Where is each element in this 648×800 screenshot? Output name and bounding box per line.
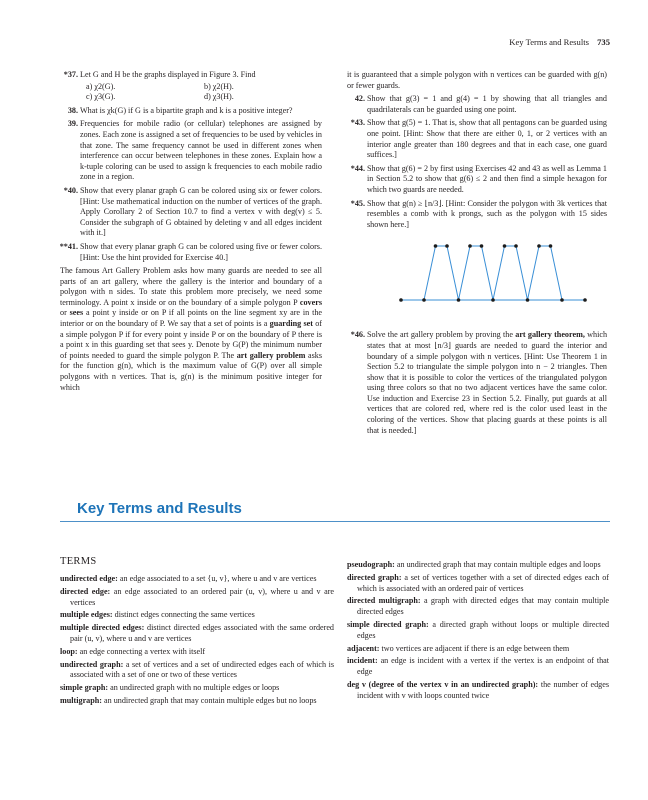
term-name: simple graph: [60,683,109,693]
exercise-parts [86,82,322,103]
term-definition: a directed graph without loops or multiple directed edges [357,619,610,640]
polygon-vertex [514,245,518,249]
exercise-text: Show that g(n) ≥ ⌊n/3⌋. [Hint: Consider the polygon with 3k vertices that resembles a comb with k prongs, such as the polygon with 15 sides shown here.] [367,198,607,229]
exercise-text: Frequencies for mobile radio (or cellular) telephones are assigned by zones. Each zone is assigned a set of frequencies to be used by vehicles in that zone. The same frequency cannot be used in different zones when interference can occur between telephones in these zones. Explain how a k-tuple coloring can be used to assign k frequencies to each mobile radio zone in a region. [80,119,322,182]
exercise-part-b: b) χ2(H). [204,81,234,91]
terms-left-column [60,574,334,709]
term-definition: an edge connecting a vertex with itself [79,646,206,656]
term-entry [60,647,334,658]
right-column [347,70,607,439]
exercise-41 [60,242,322,263]
term-entry [60,574,334,585]
term-name: undirected edge: [60,574,118,583]
exercise-text: Show that every planar graph G can be colored using five or fewer colors. [Hint: Use the hint provided for Exercise 40.] [80,241,322,262]
term-covers: covers [299,297,322,307]
exercise-44 [347,164,607,196]
paragraph-text: The famous Art Gallery Problem asks how many guards are needed to see all parts of an art gallery, where the gallery is the interior and boundary of a polygon with n sides. To state this problem more precisely, we need some terminology. A point x inside or on the boundary of a simple polygon P [60,266,322,307]
polygon-vertex [549,245,553,249]
term-entry [347,596,609,618]
polygon-vertex [560,299,564,303]
exercise-39 [60,119,322,183]
term-name: directed edge: [60,586,111,596]
term-definition: distinct directed edges associated with the same ordered pair (u, v), where u and v are vertices [70,623,334,643]
term-entry [347,560,609,571]
polygon-vertex [457,299,461,303]
paragraph-text: or [60,308,67,318]
exercise-text: which states that at most ⌊n/3⌋ guards are needed to guard the interior and boundary of a simple polygon with n vertices. [Hint: Use Theorem 1 in Section 5.2 to triangulate the simple polygon into n − 2 triangles. Then show that it is possible to color the vertices of the triangulated polygon using three colors so that no two adjacent vertices have the same color. Use induction and Exercise 23 in Section 5.2. Finally, put guards at all vertices that are colored red, where red is the color used least in the coloring of the vertices. Show that placing guards at these points is all that is needed.] [367,330,608,435]
term-name: multiple edges: [60,610,113,620]
exercise-text: Solve the art gallery problem by proving the [367,330,513,340]
term-entry [347,644,609,655]
term-definition: an edge associated to an ordered pair (u, v), where u and v are vertices [70,586,335,607]
term-name: multiple directed edges: [60,623,145,633]
term-art-gallery-theorem: art gallery theorem, [515,330,585,340]
term-name: pseudograph: [347,560,395,569]
term-name: deg v (degree of the vertex v in an undirected graph): [347,679,539,689]
term-definition: an undirected graph that may contain multiple edges but no loops [104,695,317,705]
exercise-number: *37. [63,70,78,79]
exercise-text: Let G and H be the graphs displayed in Figure 3. Find [80,70,256,79]
left-column [60,70,322,393]
terms-right-column [347,560,609,704]
exercise-text: Show that every planar graph G can be colored using six or fewer colors. [Hint: Use mathematical induction on the number of vertices of the graph. Apply Corollary 2 of Section 10.7 to find a vertex v with deg(v) ≤ 5. Consider the subgraph of G obtained by deleting v and all edges incident with it.] [80,185,322,238]
term-entry [347,680,609,702]
term-name: directed graph: [347,572,402,582]
polygon-vertex [503,245,507,249]
exercise-number: 38. [67,105,78,115]
page-number: 735 [597,37,610,47]
term-definition: a set of vertices and a set of undirected edges each of which is associated with a set of one or two of these vertices [70,659,334,680]
comb-polygon-figure [395,238,591,320]
exercise-part-c: c) χ3(G). [86,92,116,102]
term-entry [60,683,334,694]
running-header [509,37,610,47]
term-entry [347,656,609,678]
term-entry [347,620,609,642]
term-guarding-set: guarding set [269,319,313,329]
paragraph-continuation: it is guaranteed that a simple polygon with n vertices can be guarded with g(n) or fewer guards. [347,70,607,90]
term-name: undirected graph: [60,659,124,669]
exercise-number: 42. [354,94,365,104]
term-entry [60,660,334,682]
comb-polygon [399,245,587,303]
exercise-text: Show that g(5) = 1. That is, show that all pentagons can be guarded using one point. [Hint: Show that there are either 0, 1, or 2 vertices with an interior angle greater than 180 degrees and that in each case, one guard suffices.] [367,118,607,160]
exercise-number: **41. [59,241,78,251]
polygon-vertex [537,245,541,249]
paragraph-text: a point y inside or on P if all points on the line segment xy are in the interior or on the boundary of P. We say that a set of points is a [60,308,322,329]
exercise-number: *46. [350,330,365,340]
paragraph-text: of a simple polygon P if for every point y inside P or on the boundary of P there is a point x in this guarding set that sees y. Denote by G(P) the minimum number of points needed to guard the simple polygon P. The [60,319,322,360]
paragraph-text: asks for the function g(n), which is the maximum value of G(P) over all simple polygons with n vertices. That is, g(n) is the minimum positive integer for which [60,350,322,392]
term-name: multigraph: [60,695,102,705]
exercise-42 [347,94,607,115]
term-definition: the number of edges incident with v with loops counted twice [357,679,609,700]
term-definition: a set of vertices together with a set of directed edges each of which is associated with an ordered pair of vertices [357,572,609,593]
term-art-gallery-problem: art gallery problem [236,350,306,360]
term-entry [60,610,334,621]
exercise-text: Show that g(3) = 1 and g(4) = 1 by showing that all triangles and quadrilaterals can be guarded using one point. [367,94,607,114]
exercise-46 [347,330,607,436]
exercise-37 [60,70,322,103]
term-definition: an edge associated to a set {u, v}, where u and v are vertices [119,574,317,583]
term-sees: sees [69,308,84,318]
section-divider [60,521,610,522]
polygon-vertex [422,299,426,303]
exercise-38 [60,106,322,117]
polygon-vertex [526,299,530,303]
exercise-45 [347,199,607,231]
section-title: Key Terms and Results [77,500,242,517]
polygon-vertex [399,299,403,303]
exercise-text: What is χk(G) if G is a bipartite graph and k is a positive integer? [80,105,293,115]
term-entry [347,573,609,595]
term-name: directed multigraph: [347,596,421,606]
polygon-vertex [445,245,449,249]
term-definition: a graph with directed edges that may contain multiple directed edges [357,596,610,617]
term-entry [60,587,334,609]
polygon-vertex [434,245,438,249]
exercise-text: Show that g(6) = 2 by first using Exercises 42 and 43 as well as Lemma 1 in Section 5.2 to show that g(6) ≤ 2 and then find a simple hexagon for which two guards are needed. [367,163,607,194]
term-definition: an edge is incident with a vertex if the vertex is an endpoint of that edge [357,656,610,677]
term-entry [60,623,334,645]
term-definition: an undirected graph that may contain multiple edges and loops [396,560,601,569]
polygon-vertex [583,299,587,303]
polygon-vertex [468,245,472,249]
exercise-number: *45. [350,198,365,208]
term-definition: distinct edges connecting the same vertices [114,610,255,620]
exercise-number: *40. [63,185,78,195]
term-entry [60,696,334,707]
polygon-vertex [480,245,484,249]
running-header-title: Key Terms and Results [509,37,589,47]
term-name: adjacent: [347,643,380,653]
polygon-vertex [491,299,495,303]
term-name: incident: [347,656,378,666]
art-gallery-paragraph [60,266,322,393]
terms-heading: TERMS [60,556,97,567]
exercise-number: 39. [67,119,78,129]
exercise-number: *43. [350,118,365,128]
comb-polygon-outline [401,246,585,300]
term-name: loop: [60,646,78,656]
exercise-number: *44. [350,163,365,173]
exercise-40 [60,186,322,239]
term-name: simple directed graph: [347,619,429,629]
exercise-part-d: d) χ3(H). [204,92,234,102]
exercise-part-a: a) χ2(G). [86,81,116,91]
term-definition: two vertices are adjacent if there is an edge between them [381,643,570,653]
exercise-43 [347,118,607,160]
term-definition: an undirected graph with no multiple edges or loops [110,683,280,693]
